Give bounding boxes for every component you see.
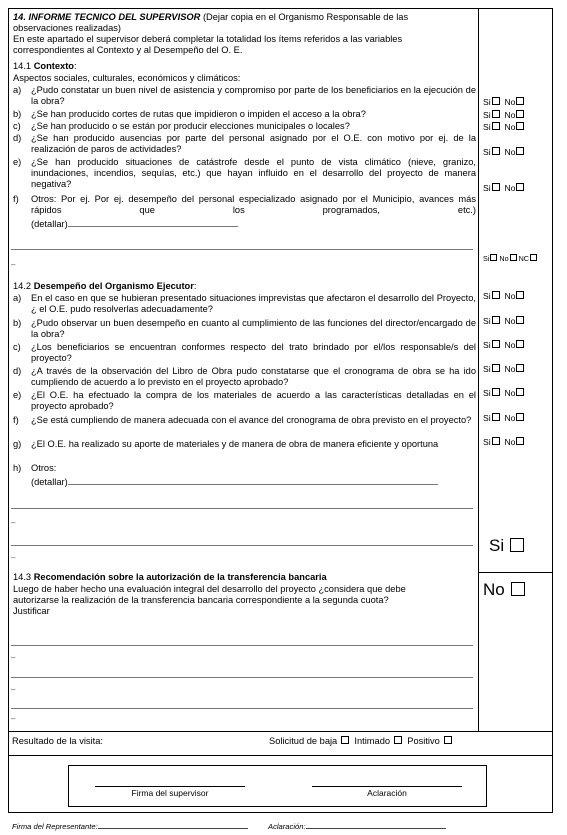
dash-mark: – — [11, 685, 16, 694]
section-14-1-subtitle: Aspectos sociales, culturales, económicos y climáticos: — [13, 73, 241, 83]
context-item-a — [13, 85, 476, 107]
checkbox-no[interactable] — [516, 364, 524, 372]
checkbox-no[interactable] — [516, 122, 524, 130]
checkbox-si[interactable] — [492, 340, 500, 348]
representative-clarification — [268, 820, 446, 831]
section-14-title: 14. INFORME TECNICO DEL SUPERVISOR — [13, 12, 201, 22]
section-14-1-heading — [13, 61, 77, 72]
dash-mark: – — [11, 553, 16, 562]
item-question: ¿Se han producido cortes de rutas que impidieron o impiden el acceso a la obra? — [31, 109, 366, 119]
performance-b-choice: Si No — [483, 316, 524, 326]
performance-d-choice: Si No — [483, 364, 524, 374]
answer-line[interactable] — [11, 645, 473, 646]
performance-f-choice: Si No — [483, 413, 524, 423]
item-question: ¿Pudo constatar un buen nivel de asistencia y compromiso por parte de los beneficiarios en la ejecución de la obra? — [31, 85, 476, 107]
checkbox-si[interactable] — [492, 388, 500, 396]
context-detail — [31, 218, 238, 230]
checkbox-si[interactable] — [492, 183, 500, 191]
checkbox-no[interactable] — [516, 437, 524, 445]
result-row-bottom-border — [8, 755, 553, 756]
performance-item-b — [13, 318, 476, 340]
item-letter: b) — [13, 318, 22, 328]
item-letter: g) — [13, 439, 22, 449]
answer-column-divider — [478, 8, 479, 731]
item-question: ¿Se está cumpliendo de manera adecuada con el avance del cronograma de obra previsto en el proyecto? — [31, 415, 472, 425]
checkbox-si[interactable] — [492, 122, 500, 130]
recommendation-question-1: Luego de haber hecho una evaluación integral del desarrollo del proyecto ¿considera que debe — [13, 584, 406, 594]
answer-line[interactable] — [11, 545, 473, 546]
recommendation-no-option — [483, 580, 525, 600]
item-question: ¿A través de la observación del Libro de Obra pudo constatarse que el cronograma de obra se ha ido cumpliendo de acuerdo a lo previsto en el proyecto aprobado? — [31, 366, 476, 388]
performance-item-a — [13, 293, 476, 315]
context-a-choice: Si No — [483, 97, 524, 107]
item-question: ¿Los beneficiarios se encuentran conformes respecto del trato brindado por el/los responsable/s del proyecto? — [31, 342, 476, 364]
section-14-3-question — [13, 584, 476, 606]
checkbox-si[interactable] — [492, 364, 500, 372]
representative-signature — [12, 820, 248, 831]
item-question: ¿Se han producido ausencias por parte del personal asignado por el O.E. con motivo por ej. de la realización de paros de actividades? — [31, 133, 476, 155]
option-positivo: Positivo — [407, 736, 440, 746]
answer-line[interactable] — [11, 249, 473, 250]
item-letter: e) — [13, 157, 22, 167]
checkbox-si[interactable] — [492, 437, 500, 445]
justify-label: Justificar — [13, 606, 50, 616]
dash-mark: – — [11, 714, 16, 723]
performance-item-f — [13, 415, 476, 426]
item-letter: e) — [13, 390, 22, 400]
performance-e-choice: Si No — [483, 388, 524, 398]
checkbox-no[interactable] — [516, 413, 524, 421]
context-item-d — [13, 133, 476, 155]
checkbox-si[interactable] — [492, 147, 500, 155]
item-letter: a) — [13, 293, 22, 303]
performance-item-c — [13, 342, 476, 364]
context-b-choice: Si No — [483, 110, 524, 120]
checkbox-no[interactable] — [516, 110, 524, 118]
recommendation-no-checkbox[interactable] — [511, 582, 525, 596]
recommendation-question-2: autorizarse la realización de la transferencia bancaria correspondiente a la segunda cuota? — [13, 595, 389, 606]
context-item-f — [13, 194, 476, 216]
context-c-choice: Si No — [483, 122, 524, 132]
result-row-top-border — [8, 731, 553, 732]
representative-clarification-line[interactable] — [306, 820, 446, 829]
item-question: ¿El O.E. ha realizado su aporte de materiales y de manera de obra de manera eficiente y oportuna — [31, 439, 439, 449]
checkbox-nc[interactable] — [530, 254, 537, 261]
recommendation-no-label: No — [483, 580, 505, 599]
context-item-b — [13, 109, 476, 120]
item-question: En el caso en que se hubieran presentado situaciones imprevistas que afectaron el desarrollo del Proyecto,¿ el O.E. pudo resolverlas adecuadamente? — [31, 293, 476, 315]
item-question: Otros: — [31, 463, 57, 473]
context-item-c — [13, 121, 476, 132]
representative-signature-line[interactable] — [98, 820, 248, 829]
clarification-signature-line[interactable]: Aclaración — [312, 786, 462, 798]
recommendation-si-checkbox[interactable] — [510, 538, 524, 552]
context-item-e — [13, 157, 476, 190]
section-14-3-heading — [13, 572, 327, 583]
section-14-2-number: 14.2 — [13, 281, 32, 291]
item-question: ¿El O.E. ha efectuado la compra de los materiales de acuerdo a las características detalladas en el proyecto aprobado? — [31, 390, 476, 412]
checkbox-no[interactable] — [516, 316, 524, 324]
answer-cell-divider — [478, 572, 553, 573]
checkbox-si[interactable] — [492, 291, 500, 299]
detail-label: (detallar) — [31, 477, 68, 487]
checkbox-intimado[interactable] — [394, 736, 402, 744]
result-options — [269, 736, 452, 747]
item-letter: b) — [13, 109, 22, 119]
dash-mark: – — [11, 518, 16, 527]
performance-c-choice: Si No — [483, 340, 524, 350]
representative-clarification-label: Aclaración: — [268, 822, 306, 831]
checkbox-solicitud-de-baja[interactable] — [341, 736, 349, 744]
checkbox-no[interactable] — [516, 97, 524, 105]
section-14-note-2: observaciones realizadas) — [13, 23, 122, 34]
result-label: Resultado de la visita: — [12, 736, 103, 746]
section-14-2-title: Desempeño del Organismo Ejecutor — [33, 281, 194, 291]
context-f-choice: Si No NC — [483, 254, 537, 264]
section-14-1-title: Contexto — [33, 61, 74, 71]
item-question: Otros: Por ej. Por ej. desempeño del personal especializado asignado por el Municipio, avances más rápidos que los programados, etc.) — [31, 194, 476, 216]
detail-label: (detallar) — [31, 219, 68, 229]
performance-detail — [31, 476, 438, 488]
dash-mark: – — [11, 653, 16, 662]
checkbox-no[interactable] — [510, 254, 517, 261]
performance-a-choice: Si No — [483, 291, 524, 301]
dash-mark: – — [11, 260, 16, 269]
section-14-3-title: Recomendación sobre la autorización de la transferencia bancaria — [33, 572, 327, 582]
answer-line[interactable] — [11, 508, 473, 509]
answer-line[interactable] — [11, 677, 473, 678]
performance-item-h — [13, 463, 476, 474]
item-letter: c) — [13, 342, 21, 352]
section-14-header — [13, 12, 476, 57]
representative-signature-label: Firma del Representante: — [12, 822, 98, 831]
performance-item-e — [13, 390, 476, 412]
performance-g-choice: Si No — [483, 437, 524, 447]
item-question: ¿Se han producido situaciones de catástrofe desde el punto de vista climático (nieve, granizo, inundaciones, incendios, sequías, etc.) que hayan influido en el desarrollo del proyecto de manera negativa? — [31, 157, 476, 190]
context-d-choice: Si No — [483, 147, 524, 157]
supervisor-signature-line[interactable]: Firma del supervisor — [95, 786, 245, 798]
item-letter: f) — [13, 194, 19, 204]
option-intimado: Intimado — [354, 736, 391, 746]
section-14-note: (Dejar copia en el Organismo Responsable de las — [202, 12, 409, 22]
checkbox-no[interactable] — [516, 388, 524, 396]
section-14-intro-2: correspondientes al Contexto y al Desempeño del O. E. — [13, 45, 243, 56]
checkbox-no[interactable] — [516, 291, 524, 299]
context-e-choice: Si No — [483, 183, 524, 193]
item-letter: h) — [13, 463, 22, 473]
checkbox-no[interactable] — [516, 183, 524, 191]
section-14-1-colon: : — [74, 61, 77, 71]
checkbox-si[interactable] — [492, 110, 500, 118]
item-letter: d) — [13, 133, 22, 143]
checkbox-si[interactable] — [492, 97, 500, 105]
section-14-2-heading — [13, 281, 196, 292]
checkbox-no[interactable] — [516, 147, 524, 155]
detail-fill-line[interactable] — [68, 218, 238, 227]
section-14-1-number: 14.1 — [13, 61, 32, 71]
item-letter: d) — [13, 366, 22, 376]
option-solicitud-de-baja: Solicitud de baja — [269, 736, 338, 746]
checkbox-si[interactable] — [492, 413, 500, 421]
section-14-3-number: 14.3 — [13, 572, 32, 582]
item-question: ¿Pudo observar un buen desempeño en cuanto al cumplimiento de las funciones del director/encargado de la obra? — [31, 318, 476, 340]
item-letter: a) — [13, 85, 22, 95]
item-letter: c) — [13, 121, 21, 131]
checkbox-positivo[interactable] — [444, 736, 452, 744]
recommendation-si-option — [489, 536, 524, 556]
performance-item-g — [13, 439, 476, 450]
answer-line[interactable] — [11, 708, 473, 709]
item-letter: f) — [13, 415, 19, 425]
recommendation-si-label: Si — [489, 536, 505, 555]
checkbox-no[interactable] — [516, 340, 524, 348]
section-14-2-colon: : — [193, 281, 197, 291]
checkbox-si[interactable] — [492, 316, 500, 324]
detail-fill-line[interactable] — [68, 476, 438, 485]
performance-item-d — [13, 366, 476, 388]
item-question: ¿Se han producido o se están por producir elecciones municipales o locales? — [31, 121, 350, 131]
checkbox-si[interactable] — [490, 254, 497, 261]
section-14-intro-1: En este apartado el supervisor deberá completar la totalidad los ítems referidos a las variables — [13, 34, 403, 45]
